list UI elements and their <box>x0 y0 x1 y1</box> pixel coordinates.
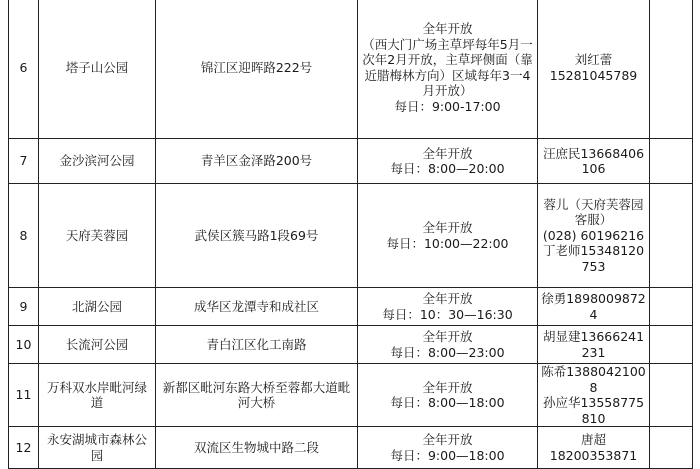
contact <box>538 139 650 184</box>
park-name: 天府芙蓉园 <box>39 184 156 288</box>
row-number: 11 <box>9 364 39 427</box>
open-status: 全年开放 <box>422 21 473 36</box>
empty-cell <box>650 364 693 427</box>
contact <box>538 0 650 139</box>
opening-hours <box>358 0 538 139</box>
contact-line: 孙应华13558775810 <box>542 395 645 426</box>
open-status: 全年开放 <box>422 329 473 344</box>
row-number: 9 <box>9 288 39 326</box>
row-number: 10 <box>9 326 39 364</box>
park-address: 武侯区簇马路1段69号 <box>156 184 358 288</box>
table-row <box>9 184 693 288</box>
park-name: 金沙滨河公园 <box>39 139 156 184</box>
row-number: 6 <box>9 0 39 139</box>
contact-line: 15281045789 <box>549 67 638 83</box>
daily-hours: 每日：10:00—22:00 <box>386 235 509 251</box>
daily-hours: 每日：8:00—23:00 <box>390 344 505 360</box>
empty-cell <box>650 326 693 364</box>
open-status: 全年开放 <box>422 291 473 306</box>
park-address: 双流区生物城中路二段 <box>156 427 358 469</box>
contact <box>538 184 650 288</box>
daily-hours: 每日：8:00—20:00 <box>390 161 505 176</box>
open-status: 全年开放 <box>422 145 473 161</box>
park-address: 新都区毗河东路大桥至蓉都大道毗河大桥 <box>156 364 358 427</box>
opening-hours <box>358 288 538 326</box>
park-name: 长流河公园 <box>39 326 156 364</box>
opening-hours <box>358 326 538 364</box>
daily-hours: 每日：10：30—16:30 <box>382 306 513 322</box>
contact <box>538 364 650 427</box>
table-row <box>9 427 693 469</box>
park-address: 成华区龙潭寺和成社区 <box>156 288 358 326</box>
table-row <box>9 139 693 184</box>
contact <box>538 326 650 364</box>
park-address: 青羊区金泽路200号 <box>156 139 358 184</box>
row-number: 7 <box>9 139 39 184</box>
contact-line: 18200353871 <box>549 447 638 463</box>
empty-cell <box>650 427 693 469</box>
opening-hours <box>358 427 538 469</box>
contact-line: 胡显建13666241231 <box>542 329 645 360</box>
open-status: 全年开放 <box>422 220 473 235</box>
empty-cell <box>650 139 693 184</box>
park-name: 塔子山公园 <box>39 0 156 139</box>
park-name: 北湖公园 <box>39 288 156 326</box>
parks-table <box>8 0 693 469</box>
daily-hours: 每日：9:00-17:00 <box>394 98 501 114</box>
empty-cell <box>650 288 693 326</box>
contact-line: 丁老师15348120753 <box>542 243 645 274</box>
opening-hours <box>358 364 538 427</box>
open-status: 全年开放 <box>422 379 473 395</box>
opening-hours <box>358 184 538 288</box>
table-row <box>9 364 693 427</box>
contact <box>538 427 650 469</box>
contact-line: 陈希13880421008 <box>541 364 646 395</box>
table-row <box>9 326 693 364</box>
park-name: 永安湖城市森林公园 <box>39 427 156 469</box>
table-row <box>9 0 693 139</box>
opening-hours <box>358 139 538 184</box>
park-name: 万科双水岸毗河绿道 <box>39 364 156 427</box>
daily-hours: 每日：8:00—18:00 <box>390 395 505 410</box>
empty-cell <box>650 0 693 139</box>
park-address: 青白江区化工南路 <box>156 326 358 364</box>
table-row <box>9 288 693 326</box>
contact-line: 汪庶民13668406106 <box>542 145 645 176</box>
row-number: 12 <box>9 427 39 469</box>
contact-line: (028) 60196216 <box>542 227 645 243</box>
contact <box>538 288 650 326</box>
row-number: 8 <box>9 184 39 288</box>
contact-line: 刘红蕾 <box>574 52 613 67</box>
contact-line: 徐勇18980098724 <box>541 291 646 322</box>
contact-line: 唐超 <box>580 432 606 447</box>
contact-line: 蓉儿（天府芙蓉园客服） <box>543 196 644 228</box>
empty-cell <box>650 184 693 288</box>
open-status: 全年开放 <box>422 432 473 447</box>
park-address: 锦江区迎晖路222号 <box>156 0 358 139</box>
daily-hours: 每日：9:00—18:00 <box>390 447 505 463</box>
opening-note: （西大门广场主草坪每年5月一次年2月开放，主草坪侧面（靠近腊梅林方向）区域每年3一4月开放） <box>362 36 533 98</box>
